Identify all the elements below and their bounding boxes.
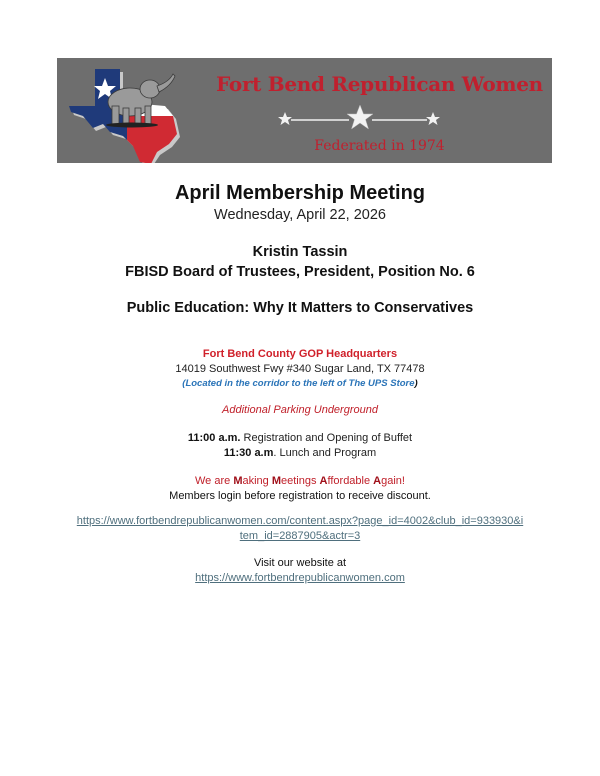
event-topic: Public Education: Why It Matters to Conservatives bbox=[126, 300, 474, 316]
event-title: April Membership Meeting bbox=[174, 182, 426, 204]
promo-text: aking bbox=[242, 475, 272, 487]
promo-initial: M bbox=[233, 475, 243, 487]
website-link[interactable] bbox=[0, 572, 600, 584]
header-banner bbox=[57, 58, 552, 163]
website-link-text[interactable]: https://www.fortbendrepublicanwomen.com bbox=[195, 572, 405, 584]
schedule-item bbox=[0, 432, 600, 444]
visit-website-label: Visit our website at bbox=[253, 557, 347, 569]
parking-note: Additional Parking Underground bbox=[222, 404, 378, 416]
schedule-time: 11:30 a.m bbox=[223, 447, 274, 459]
registration-link-continued[interactable] bbox=[0, 530, 600, 542]
registration-link[interactable] bbox=[0, 515, 600, 527]
promo-slogan bbox=[0, 475, 600, 487]
promo-initial: M bbox=[271, 475, 282, 487]
registration-link-line2[interactable]: tem_id=2887905&actr=3 bbox=[239, 530, 361, 542]
members-discount-note: Members login before registration to receive discount. bbox=[169, 490, 431, 502]
promo-text: gain! bbox=[381, 475, 405, 487]
location-note bbox=[0, 378, 600, 389]
promo-text: ffordable bbox=[327, 475, 374, 487]
texas-elephant-logo-icon bbox=[65, 64, 185, 163]
schedule-item bbox=[0, 447, 600, 459]
event-date: Wednesday, April 22, 2026 bbox=[214, 207, 386, 223]
speaker-name: Kristin Tassin bbox=[252, 244, 348, 260]
promo-text: We are bbox=[195, 475, 234, 487]
location-note-text: (Located in the corridor to the left of The UPS Store bbox=[182, 378, 415, 389]
three-stars-icon bbox=[277, 103, 442, 133]
promo-text: eetings bbox=[281, 475, 320, 487]
federated-year: Federated in 1974 bbox=[314, 138, 445, 154]
schedule-time: 11:00 a.m. bbox=[187, 432, 241, 444]
organization-name: Fort Bend Republican Women bbox=[216, 72, 543, 96]
schedule-activity: Registration and Opening of Buffet bbox=[240, 432, 413, 444]
venue-address: 14019 Southwest Fwy #340 Sugar Land, TX 77478 bbox=[175, 363, 425, 375]
venue-name: Fort Bend County GOP Headquarters bbox=[202, 348, 398, 360]
speaker-title: FBISD Board of Trustees, President, Position No. 6 bbox=[125, 264, 475, 280]
promo-initial: A bbox=[373, 475, 382, 487]
schedule-activity: . Lunch and Program bbox=[273, 447, 377, 459]
registration-link-line1[interactable]: https://www.fortbendrepublicanwomen.com/content.aspx?page_id=4002&club_id=933930&i bbox=[76, 515, 524, 527]
location-note-close: ) bbox=[414, 378, 418, 389]
promo-initial: A bbox=[319, 475, 328, 487]
